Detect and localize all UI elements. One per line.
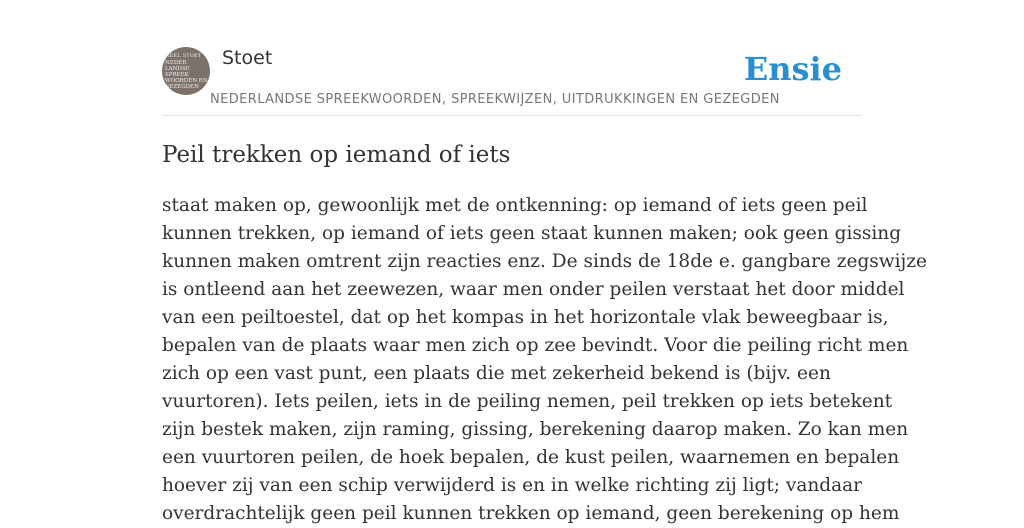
entry-body-line: kunnen maken omtrent zijn reacties enz. De sinds de 18de e. gangbare zegswijze — [162, 251, 927, 272]
entry-body-line: hoever zij van een schip verwijderd is en in welke richting zij ligt; vandaar — [162, 475, 863, 496]
collection-title-link[interactable]: NEDERLANDSE SPREEKWOORDEN, SPREEKWIJZEN, UITDRUKKINGEN EN GEZEGDEN — [210, 92, 780, 107]
entry-body-line: zijn bestek maken, zijn raming, gissing, berekening daarop maken. Zo kan men — [162, 419, 909, 440]
avatar-label-line: NEDER — [165, 60, 187, 66]
entry-body-line: staat maken op, gewoonlijk met de ontkenning: op iemand of iets geen peil — [162, 195, 868, 216]
avatar-label-line: GEZEGDEN — [165, 84, 199, 90]
avatar-label-line: WOORDEN EN — [165, 78, 208, 84]
entry-body-line: overdrachtelijk geen peil kunnen trekken op iemand, geen berekening op hem — [162, 503, 900, 524]
entry-body-line: vuurtoren). Iets peilen, iets in de peiling nemen, peil trekken op iets betekent — [162, 391, 893, 412]
header — [162, 0, 862, 116]
avatar-label-top: NEEL STOET — [165, 53, 202, 59]
ensie-logo[interactable]: Ensie — [743, 50, 842, 88]
author-name-link[interactable]: Stoet — [222, 47, 273, 69]
author-avatar[interactable] — [162, 47, 210, 95]
entry-body-line: van een peiltoestel, dat op het kompas in het horizontale vlak beweegbaar is, — [162, 307, 889, 328]
entry-body-line: kunnen trekken, op iemand of iets geen staat kunnen maken; ook geen gissing — [162, 223, 902, 244]
entry-title: Peil trekken op iemand of iets — [162, 142, 511, 168]
entry-body-line: een vuurtoren peilen, de hoek bepalen, de kust peilen, waarnemen en bepalen — [162, 447, 900, 468]
entry-body — [162, 192, 927, 528]
avatar-label-line: LANDSE — [165, 66, 190, 72]
avatar-label-line: SPREEK — [165, 72, 189, 78]
entry-body-line: is ontleend aan het zeewezen, waar men onder peilen verstaat het door middel — [162, 279, 905, 300]
entry-body-line: zich op een vast punt, een plaats die met zekerheid bekend is (bijv. een — [162, 363, 831, 384]
entry-body-line: bepalen van de plaats waar men zich op zee bevindt. Voor die peiling richt men — [162, 335, 909, 356]
